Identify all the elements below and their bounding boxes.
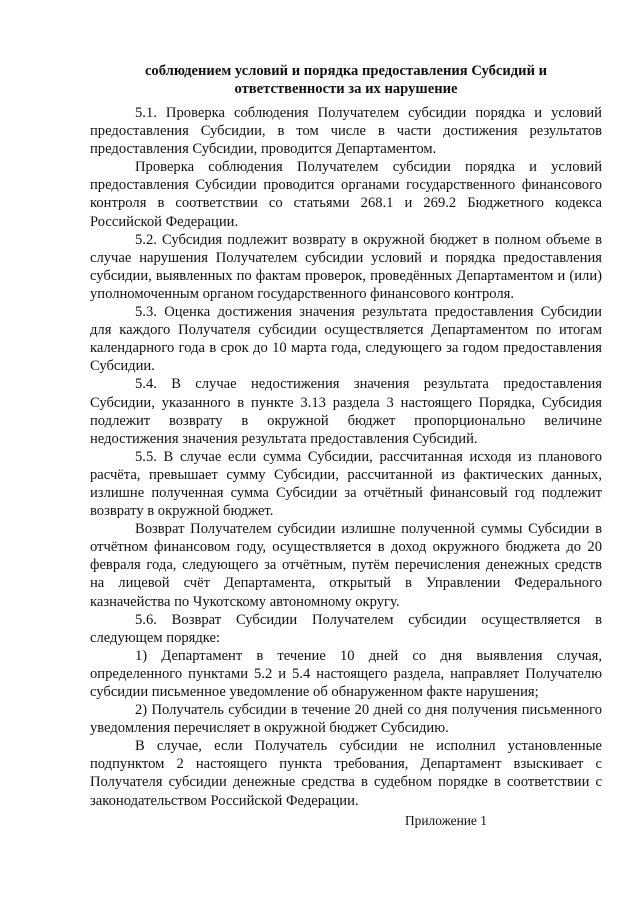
paragraph-5-6-item-1: 1) Департамент в течение 10 дней со дня выявления случая, определенного пунктами 5.2 и 5.4 настоящего раздела, направляет Получателю субсидии письменное уведомление об обнаруженном факте нарушения;	[90, 647, 602, 700]
paragraph-5-4: 5.4. В случае недостижения значения результата предоставления Субсидии, указанного в пункте 3.13 раздела 3 настоящего Порядка, Субсидия подлежит возврату в окружной бюджет пропорционально величине недостижения значения результата предоставления Субсидий.	[90, 376, 602, 447]
document-body	[90, 104, 602, 810]
section-heading-line-1: соблюдением условий и порядка предоставления Субсидий и	[144, 63, 548, 79]
paragraph-5-3: 5.3. Оценка достижения значения результата предоставления Субсидии для каждого Получателя субсидии осуществляется Департаментом по итогам календарного года в срок до 10 марта года, следующего за годом предоставления Субсидии.	[90, 304, 602, 375]
paragraph-5-1-control: Проверка соблюдения Получателем субсидии порядка и условий предоставления Субсидии проводится органами государственного финансового контроля в соответствии со статьями 268.1 и 269.2 Бюджетного кодекса Российской Федерации.	[90, 159, 602, 230]
paragraph-5-1: 5.1. Проверка соблюдения Получателем субсидии порядка и условий предоставления Субсидии, в том числе в части достижения результатов предоставления Субсидии, проводится Департаментом.	[90, 105, 602, 158]
paragraph-5-5: 5.5. В случае если сумма Субсидии, рассчитанная исходя из планового расчёта, превышает сумму Субсидии, рассчитанной из фактических данных, излишне полученная сумма Субсидии за отчётный финансовый год подлежит возврату в окружной бюджет.	[90, 448, 602, 520]
section-heading	[90, 63, 602, 98]
paragraph-5-6-recovery: В случае, если Получатель субсидии не исполнил установленные подпунктом 2 настоящего пункта требования, Департамент взыскивает с Получателя субсидии денежные средства в судебном порядке в соответствии с законодательством Российской Федерации.	[90, 738, 602, 809]
section-heading-line-2: ответственности за их нарушение	[234, 80, 458, 97]
paragraph-5-5-return: Возврат Получателем субсидии излишне полученной суммы Субсидии в отчётном финансовом году, осуществляется в доход окружного бюджета до 20 февраля года, следующего за отчётным, путём перечисления денежных средств на лицевой счёт Департамента, открытый в Управлении Федерального казначейства по Чукотскому автономному округу.	[90, 521, 602, 610]
appendix-label: Приложение 1	[405, 813, 487, 828]
paragraph-5-6-item-2: 2) Получатель субсидии в течение 20 дней со дня получения письменного уведомления перечисляет в окружной бюджет Субсидию.	[90, 702, 602, 737]
paragraph-5-2: 5.2. Субсидия подлежит возврату в окружной бюджет в полном объеме в случае нарушения Получателем субсидии условий и порядка предоставления субсидии, выявленных по фактам проверок, проведённых Департаментом и (или) уполномоченным органом государственного финансового контроля.	[90, 231, 602, 302]
paragraph-5-6: 5.6. Возврат Субсидии Получателем субсидии осуществляется в следующем порядке:	[90, 611, 602, 646]
